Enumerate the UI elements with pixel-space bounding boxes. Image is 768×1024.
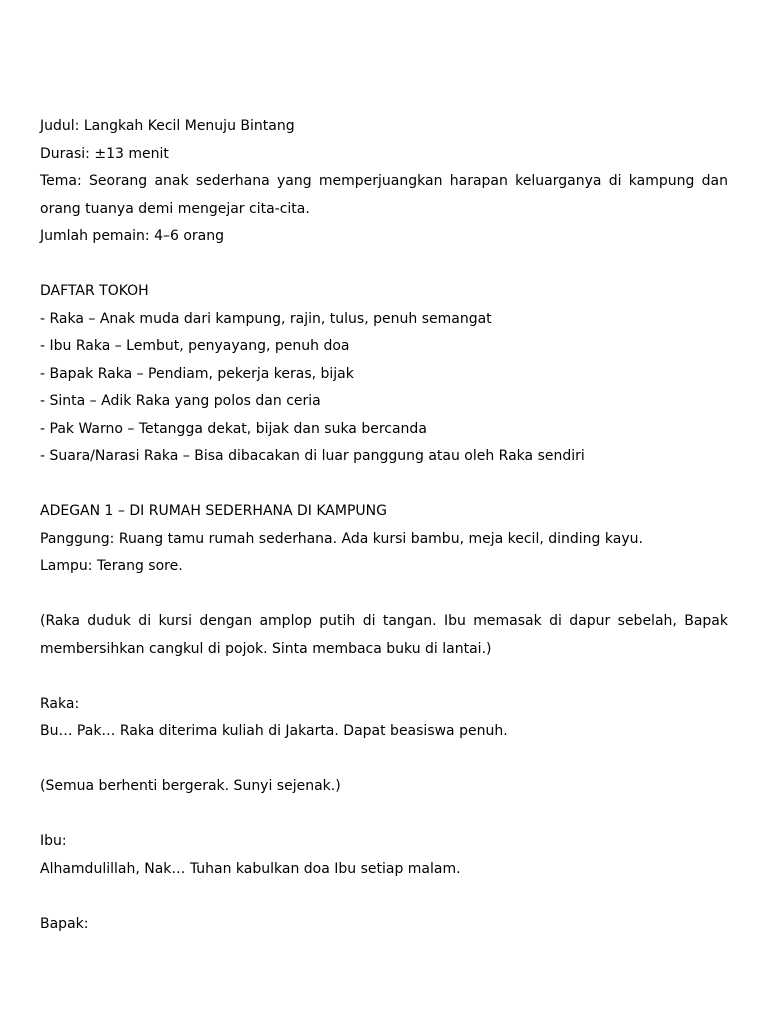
scene-heading: ADEGAN 1 – DI RUMAH SEDERHANA DI KAMPUNG [40, 503, 387, 519]
dialogue-line: Bu… Pak… Raka diterima kuliah di Jakarta. Dapat beasiswa penuh. [40, 723, 508, 739]
character-item: - Bapak Raka – Pendiam, pekerja keras, bijak [40, 365, 354, 382]
character-item: - Ibu Raka – Lembut, penyayang, penuh doa [40, 338, 350, 354]
speaker-name: Raka: [40, 695, 80, 712]
blank-line [40, 883, 728, 911]
blank-line [40, 251, 728, 279]
title-line: Judul: Langkah Kecil Menuju Bintang [40, 118, 295, 134]
lighting-line: Lampu: Terang sore. [40, 558, 183, 574]
blank-line [40, 471, 728, 499]
speaker-name: Bapak: [40, 915, 89, 932]
blank-line [40, 663, 728, 691]
blank-line [40, 581, 728, 609]
dialogue-line: Alhamdulillah, Nak… Tuhan kabulkan doa Ibu setiap malam. [40, 860, 461, 877]
blank-line [40, 746, 728, 774]
cast-count-line: Jumlah pemain: 4–6 orang [40, 228, 225, 244]
blank-line [40, 801, 728, 829]
stage-direction-paragraph: (Raka duduk di kursi dengan amplop putih di tangan. Ibu memasak di dapur sebelah, Bapak membersihkan cangkul di pojok. Sinta membaca buku di lantai.) [40, 613, 728, 657]
character-item: - Sinta – Adik Raka yang polos dan ceria [40, 393, 321, 409]
duration-line: Durasi: ±13 menit [40, 145, 169, 162]
character-item: - Raka – Anak muda dari kampung, rajin, tulus, penuh semangat [40, 310, 492, 327]
character-list-heading: DAFTAR TOKOH [40, 283, 149, 299]
theme-paragraph: Tema: Seorang anak sederhana yang memperjuangkan harapan keluarganya di kampung dan orang tuanya demi mengejar cita-cita. [40, 173, 728, 217]
stage-direction-line: (Semua berhenti bergerak. Sunyi sejenak.) [40, 778, 341, 794]
speaker-name: Ibu: [40, 833, 67, 849]
character-item: - Suara/Narasi Raka – Bisa dibacakan di luar panggung atau oleh Raka sendiri [40, 448, 585, 464]
character-item: - Pak Warno – Tetangga dekat, bijak dan suka bercanda [40, 420, 427, 437]
stage-setting-line: Panggung: Ruang tamu rumah sederhana. Ada kursi bambu, meja kecil, dinding kayu. [40, 530, 643, 547]
document-page [40, 113, 728, 938]
